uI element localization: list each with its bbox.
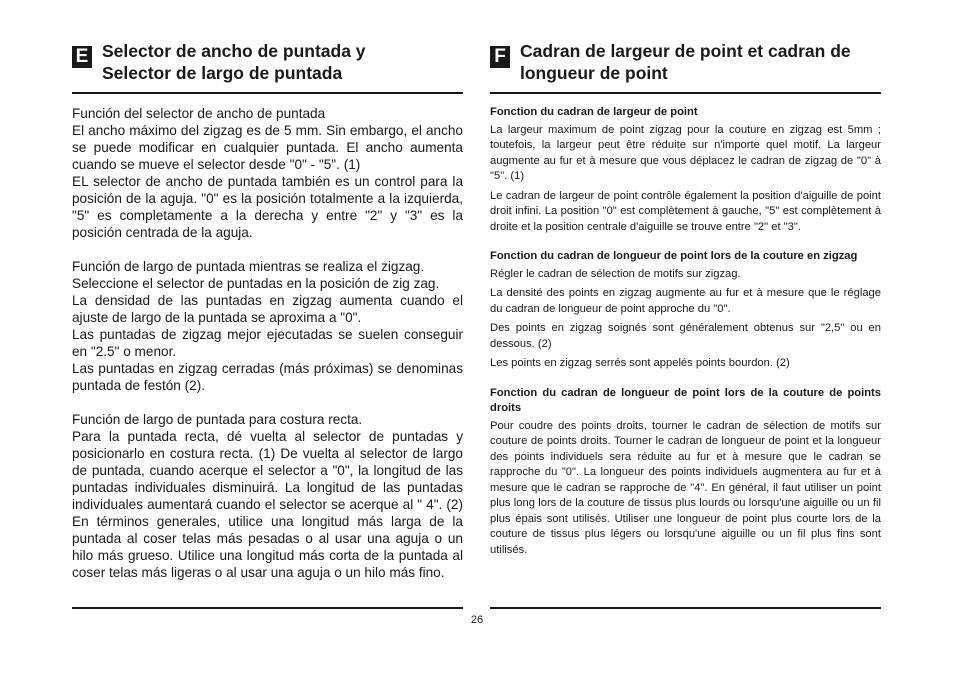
spanish-header xyxy=(72,40,463,94)
subheading: Función del selector de ancho de puntada xyxy=(72,106,326,121)
spanish-column xyxy=(72,40,463,581)
language-badge-e: E xyxy=(72,46,92,68)
title-line: Cadran de largeur de point et cadran de xyxy=(520,41,851,61)
paragraph: Des points en zigzag soignés sont généralement obtenus sur "2,5" ou en dessous. (2) xyxy=(490,322,881,350)
spanish-body xyxy=(72,105,463,581)
paragraph: Para la puntada recta, dé vuelta al selector de puntadas y posicionarlo en costura recta. (1) De vuelta al selector de largo de puntada, cuando acerque el selector a "0", la longitud de las puntadas individuales disminuirá. La longitud de las puntadas individuales aumentará cuando el selector se acerque al " 4". (2) En términos generales, utilice una longitud más larga de la puntada al coser telas más pesadas o al usar una aguja o un hilo más grueso. Utilice una longitud más corta de la puntada al coser telas más ligeras o al usar una aguja o un hilo más fino. xyxy=(72,429,463,580)
paragraph: Pour coudre des points droits, tourner le cadran de sélection de motifs sur couture de points droits. Tourner le cadran de longueur de point et la longueur des points individuels sera réduite au fur et à mesure que le cadran se rapproche du "0". La longueur des points individuels augmentera au fur et à mesure que le cadran se rapproche de "4". En général, il faut utiliser un point plus long lors de la couture de tissus plus lourds ou lorsqu'une aiguille ou un fil plus épais sont utilisés. Utiliser une longueur de point plus courte lors de la couture de tissus plus légers ou lorsqu'une aiguille ou un fil plus fins sont utilisés. xyxy=(490,419,881,556)
section-heading: Fonction du cadran de largeur de point xyxy=(490,106,698,118)
paragraph: Régler le cadran de sélection de motifs sur zigzag. xyxy=(490,267,741,280)
section-width-dial xyxy=(490,105,881,235)
paragraph: La densité des points en zigzag augmente au fur et à mesure que le réglage du cadran de longueur de point approche du "0". xyxy=(490,287,881,315)
subheading: Función de largo de puntada mientras se realiza el zigzag. xyxy=(72,259,425,274)
bottom-rule-right xyxy=(490,607,881,609)
paragraph: El ancho máximo del zigzag es de 5 mm. Sin embargo, el ancho se puede modificar en cualquier puntada. El ancho aumenta cuando se mueve el selector desde "0" - "5". (1) xyxy=(72,123,463,172)
paragraph: Seleccione el selector de puntadas en la posición de zig zag. xyxy=(72,276,440,291)
french-column xyxy=(490,40,881,572)
title-line: Selector de largo de puntada xyxy=(102,63,343,83)
section-length-straight xyxy=(490,386,881,559)
section-heading: Fonction du cadran de longueur de point lors de la couture en zigzag xyxy=(490,250,858,262)
french-header xyxy=(490,40,881,94)
subheading: Función de largo de puntada para costura recta. xyxy=(72,412,363,427)
paragraph: Le cadran de largeur de point contrôle également la position d'aiguille de point droit infini. La position "0" est complètement à gauche, "5" est complètement à droite et la position centrale d'aiguille se trouve entre "2" et "3". xyxy=(490,189,881,233)
paragraph: Las puntadas de zigzag mejor ejecutadas se suelen conseguir en "2.5" o menor. xyxy=(72,327,463,359)
french-body xyxy=(490,105,881,558)
section-length-zigzag xyxy=(490,249,881,372)
bottom-rule-left xyxy=(72,607,463,609)
title-line: Selector de ancho de puntada y xyxy=(102,41,366,61)
title-line: longueur de point xyxy=(520,63,668,83)
section-heading: Fonction du cadran de longueur de point lors de la couture de points droits xyxy=(490,386,881,414)
page-number: 26 xyxy=(470,614,484,626)
paragraph: La densidad de las puntadas en zigzag aumenta cuando el ajuste de largo de la puntada se aproxima a "0". xyxy=(72,293,463,325)
paragraph: Les points en zigzag serrés sont appelés points bourdon. (2) xyxy=(490,357,790,369)
language-badge-f: F xyxy=(490,46,510,68)
french-title xyxy=(520,40,851,84)
spanish-title xyxy=(102,40,366,84)
paragraph: EL selector de ancho de puntada también es un control para la posición de la aguja. "0" es la posición totalmente a la izquierda, "5" es completamente a la derecha y entre "2" y "3" es la posición centrada de la aguja. xyxy=(72,174,463,240)
paragraph: Las puntadas en zigzag cerradas (más próximas) se denominas puntada de festón (2). xyxy=(72,361,463,393)
paragraph: La largeur maximum de point zigzag pour la couture en zigzag est 5mm ; toutefois, la largeur peut être réduite sur n'importe quel motif. La largeur augmente au fur et à mesure que vous déplacez le cadran de zigzag de "0" à "5". (1) xyxy=(490,123,881,182)
